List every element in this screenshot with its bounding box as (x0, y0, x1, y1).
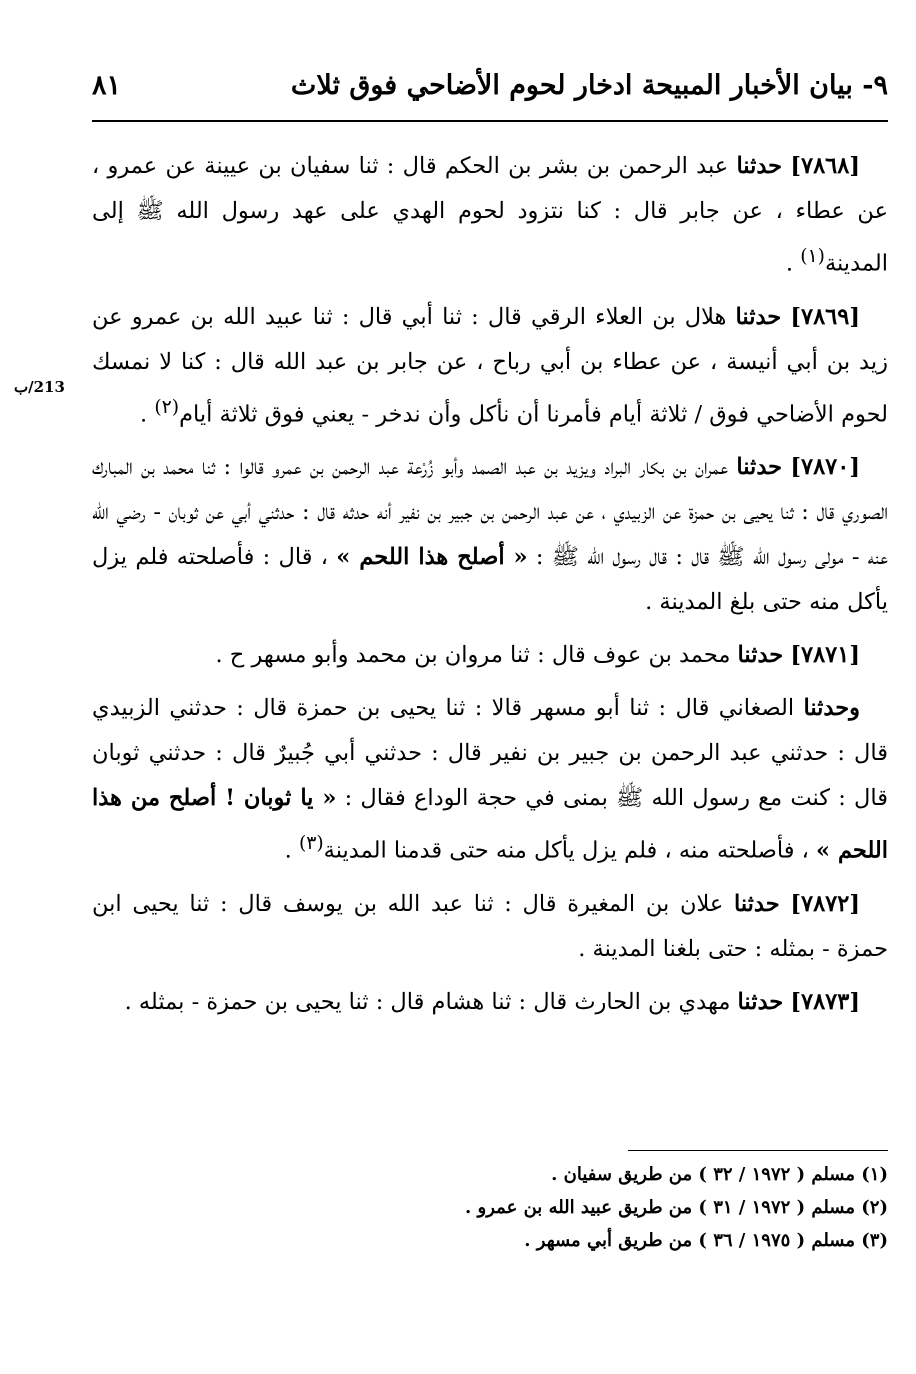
running-header (92, 70, 888, 110)
footnote-2: (٢) مسلم ( ١٩٧٢ / ٣١ ) من طريق عبيد الله بن عمرو . (465, 1197, 888, 1218)
hadith-number: [٧٨٧٠] (790, 454, 860, 480)
hadith-paragraph-7870 (92, 445, 888, 625)
narration-lead: حدثنا (736, 153, 783, 179)
hadith-paragraph-7869 (92, 295, 888, 438)
hadith-number: [٧٨٧٢] (790, 890, 861, 917)
footnote-1: (١) مسلم ( ١٩٧٢ / ٣٢ ) من طريق سفيان . (551, 1164, 888, 1185)
hadith-text-after: ، فأصلحته منه ، فلم يزل يأكل منه حتى قدمنا المدينة (323, 837, 817, 864)
prophetic-quote: « يا ثوبان ! أصلح من هذا اللحم » (92, 785, 888, 864)
footnote-3: (٣) مسلم ( ١٩٧٥ / ٣٦ ) من طريق أبي مسهر . (524, 1230, 888, 1251)
hadith-end: . (140, 401, 155, 427)
footnote-ref: (١) (800, 246, 825, 267)
hadith-paragraph-7871 (92, 633, 888, 678)
hadith-end: . (785, 250, 801, 277)
footnote-divider (628, 1150, 888, 1151)
hadith-paragraph-7871-second-chain (92, 686, 888, 874)
hadith-text: محمد بن عوف قال : ثنا مروان بن محمد وأبو مسهر ح . (215, 642, 738, 668)
footnote-ref: (٢) (154, 396, 180, 418)
narration-lead: وحدثنا (803, 695, 860, 721)
footnote-ref: (٣) (298, 833, 324, 854)
hadith-text: هلال بن العلاء الرقي قال : ثنا أبي قال : ثنا عبيد الله بن عمرو عن زيد بن أبي أنيسة ، عن عطاء بن أبي رباح ، عن جابر بن عبد الله قال : كنا لا نمسك لحوم الأضاحي فوق / ثلاثة أيام فأمرنا أن نأكل وأن ندخر - يعني فوق ثلاثة أيام (92, 303, 888, 427)
page-number: ٨١ (92, 70, 122, 101)
hadith-text-body (92, 144, 888, 1033)
hadith-number: [٧٨٧١] (790, 642, 860, 668)
hadith-text: علان بن المغيرة قال : ثنا عبد الله بن يوسف قال : ثنا يحيى ابن حمزة - بمثله : حتى بلغنا المدينة . (92, 890, 888, 962)
hadith-text-after: ، قال : فأصلحته فلم يزل يأكل منه حتى بلغ المدينة . (92, 544, 888, 615)
hadith-text: عبد الرحمن بن بشر بن الحكم قال : ثنا سفيان بن عيينة عن عمرو ، عن عطاء ، عن جابر قال : كنا نتزود لحوم الهدي على عهد رسول الله ﷺ إلى المدينة (92, 153, 888, 277)
header-divider (92, 120, 888, 122)
hadith-text: مهدي بن الحارث قال : ثنا هشام قال : ثنا يحيى بن حمزة - بمثله . (124, 988, 738, 1015)
hadith-paragraph-7873 (92, 980, 888, 1025)
narration-lead: حدثنا (737, 642, 784, 668)
narration-lead: حدثنا (737, 988, 784, 1015)
hadith-paragraph-7868 (92, 144, 888, 287)
chapter-title: ٩- بيان الأخبار المبيحة ادخار لحوم الأضاحي فوق ثلاث (290, 70, 888, 101)
hadith-number: [٧٨٦٩] (790, 303, 860, 330)
narration-lead: حدثنا (736, 454, 783, 480)
hadith-end: . (284, 837, 299, 864)
hadith-text: عمران بن بكار البراد ويزيد بن عبد الصمد وأبو زُرْعة عبد الرحمن بن عمرو قالوا : ثنا محمد بن المبارك الصوري قال : ثنا يحيى بن حمزة عن الزبيدي ، عن عبد الرحمن بن جبير بن نفير أنه حدثه قال : حدثني أبي عن ثوبان - رضي الله عنه - مولى رسول الله ﷺ قال : قال رسول الله ﷺ : (92, 454, 888, 570)
footnotes (92, 1158, 888, 1257)
manuscript-folio-note: 213/ب (14, 378, 65, 396)
hadith-text: الصغاني قال : ثنا أبو مسهر قالا : ثنا يحيى بن حمزة قال : حدثني الزبيدي قال : حدثني عبد الرحمن بن جبير بن نفير قال : حدثني أبي جُبيرٌ قال : حدثني ثوبان قال : كنت مع رسول الله ﷺ بمنى في حجة الوداع فقال : (92, 695, 888, 811)
hadith-number: [٧٨٦٨] (790, 153, 860, 179)
hadith-number: [٧٨٧٣] (790, 988, 860, 1015)
prophetic-quote: « أصلح هذا اللحم » (336, 544, 528, 570)
narration-lead: حدثنا (735, 303, 782, 330)
hadith-paragraph-7872 (92, 882, 888, 972)
narration-lead: حدثنا (734, 890, 780, 917)
